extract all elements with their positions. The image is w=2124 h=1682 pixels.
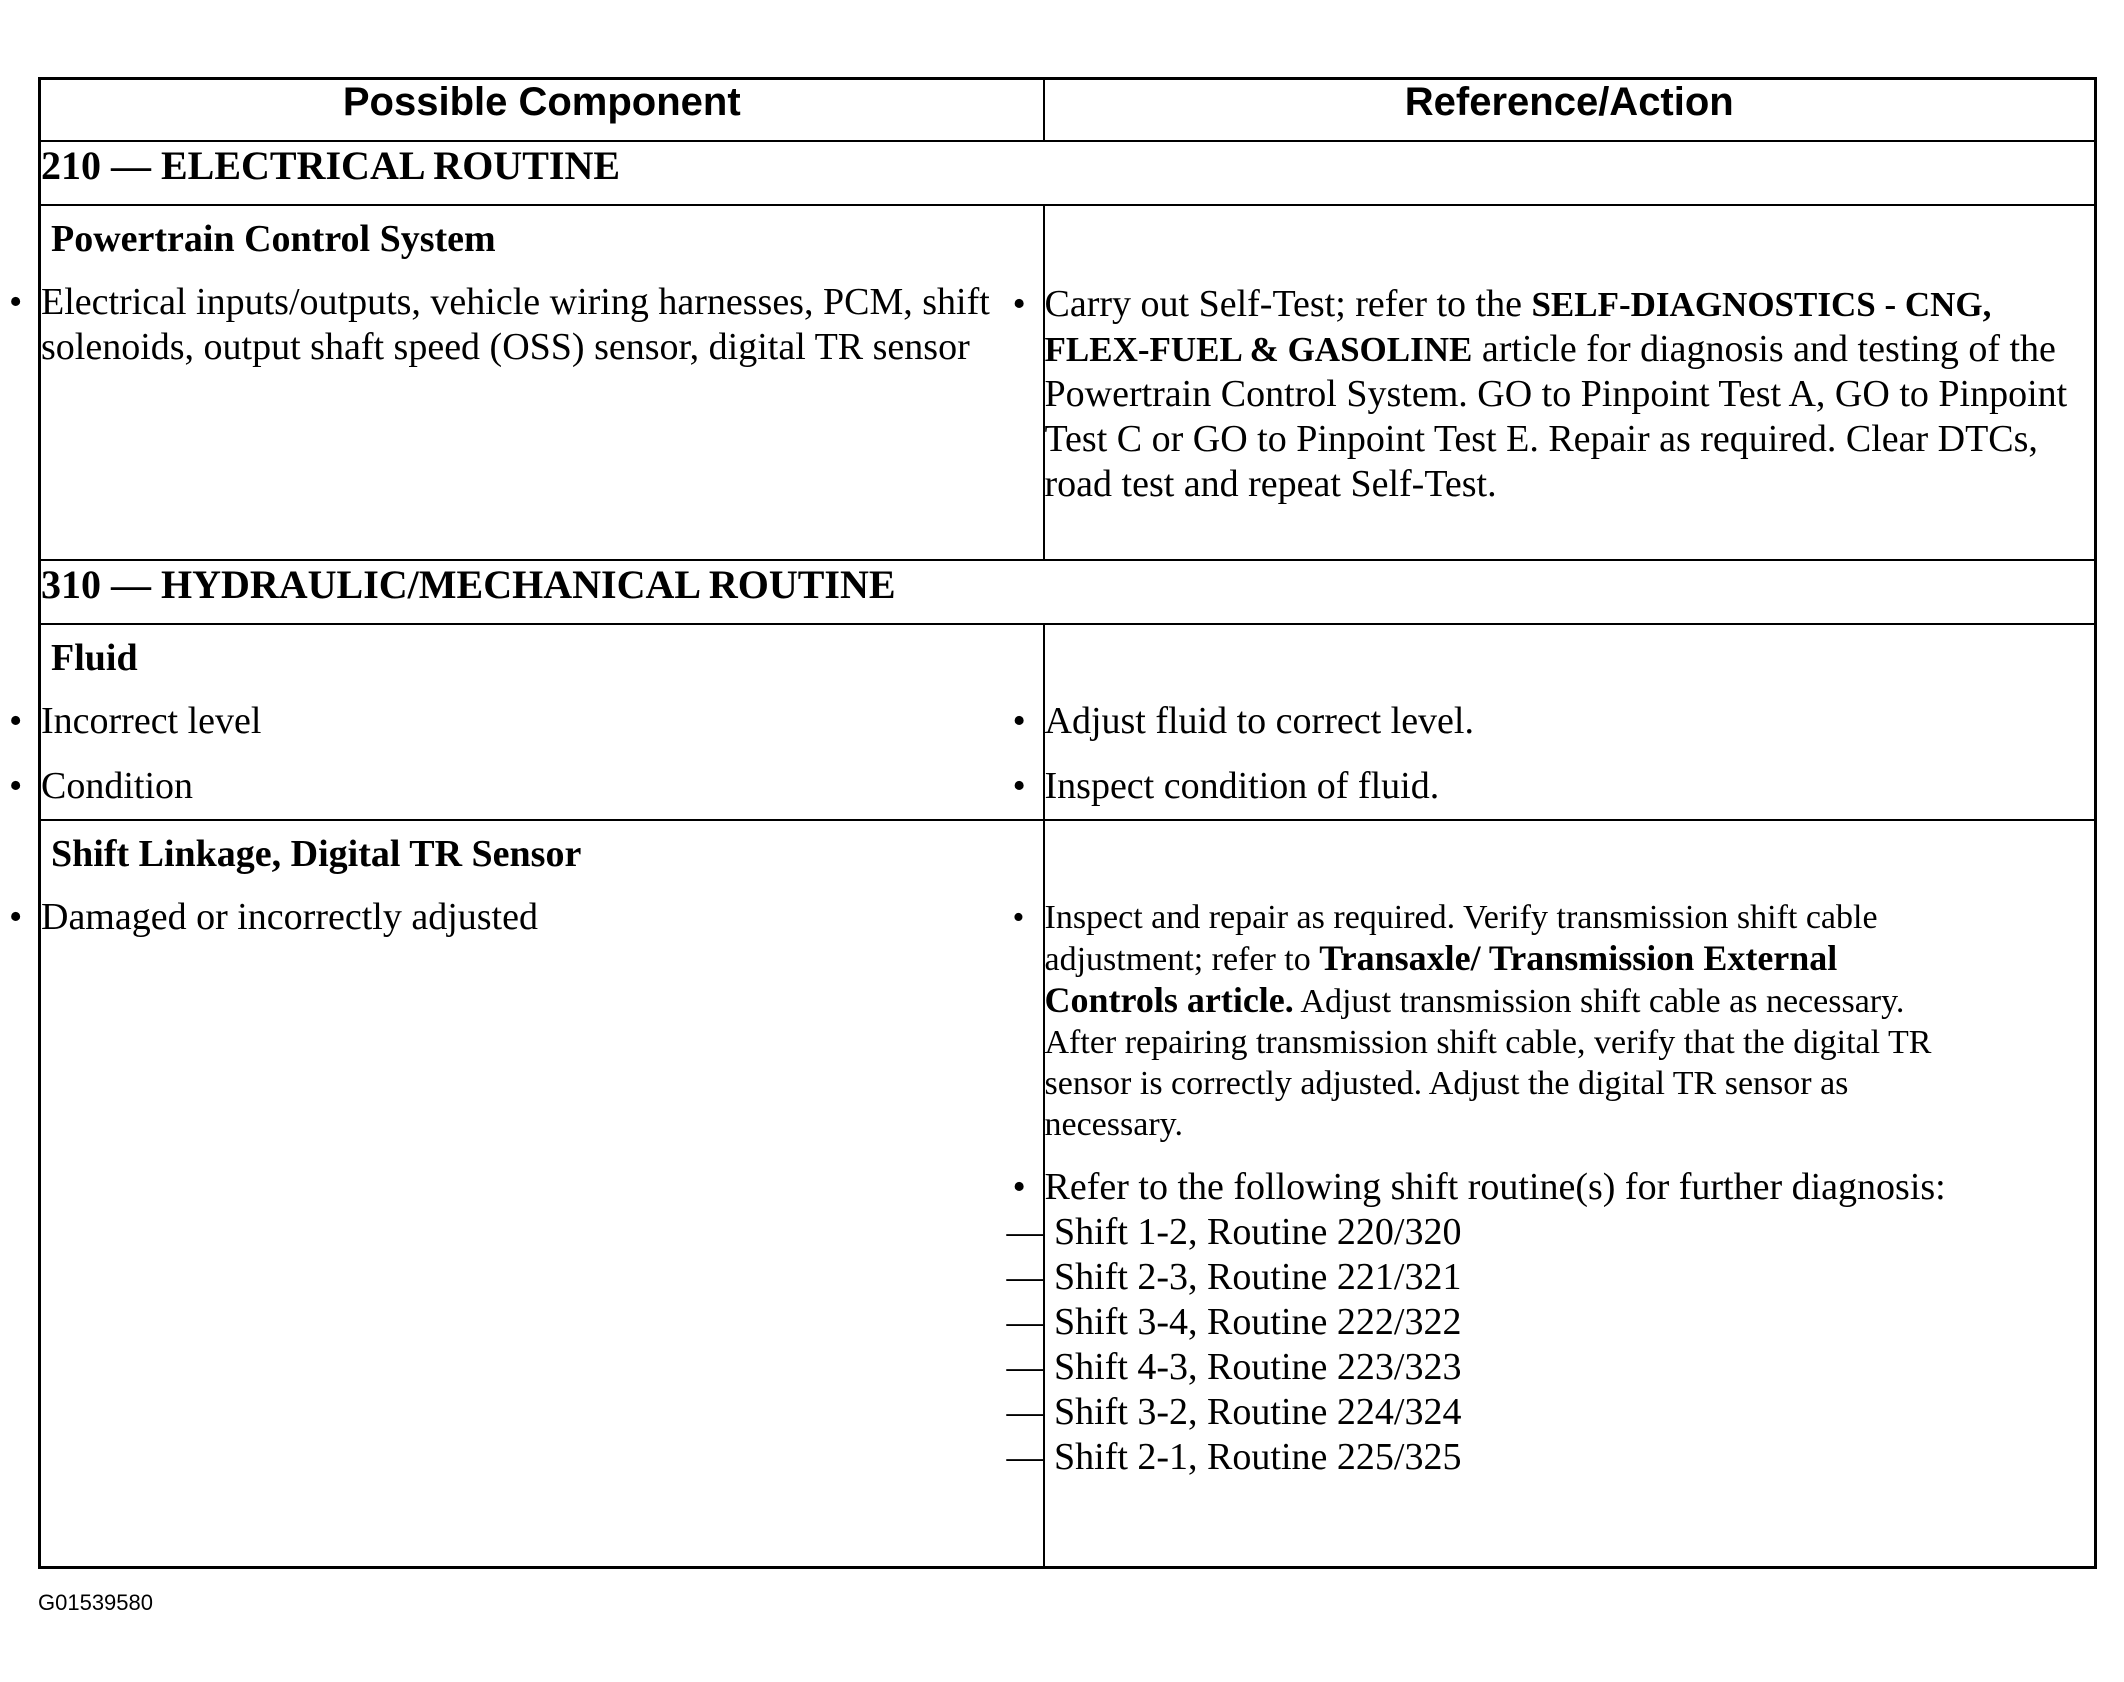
action-text: Refer to the following shift routine(s) for further diagnosis: — [1044, 1166, 1946, 1208]
component-list — [9, 699, 1043, 809]
section-row-210 — [40, 141, 2096, 205]
action-text: article for diagnosis and testing of the Powertrain Control System. GO to Pinpoint Test A, GO to Pinpoint Test C or GO to Pinpoint Test E. Repair as required. Clear DTCs, road test and repeat Self-Test. — [1044, 328, 2068, 505]
article-reference: SELF-DIAGNOSTICS - CNG, FLEX-FUEL & GASOLINE — [1044, 285, 1992, 369]
table-row — [40, 820, 2096, 1568]
list-item: • Adjust fluid to correct level. — [1012, 700, 1474, 742]
routine-item: — Shift 3-2, Routine 224/324 — [1006, 1391, 1462, 1433]
list-item: • Inspect condition of fluid. — [1012, 765, 1440, 807]
list-item: • Inspect and repair as required. Verify transmission shift cable adjustment; refer to Transaxle/ Transmission External Controls article. Adjust transmission shift cable as necessary. After repairing transmission shift cable, verify that the digital TR sensor is correctly adjusted. Adjust the digital TR sensor as necessary. — [1012, 899, 1932, 1143]
action-text: Adjust transmission shift cable as necessary. After repairing transmission shift cable, verify that the digital TR sensor is correctly adjusted. Adjust the digital TR sensor as necessary. — [1044, 983, 1932, 1143]
component-title: Shift Linkage, Digital TR Sensor — [51, 833, 582, 875]
action-cell — [1012, 624, 2096, 820]
routine-item: — Shift 4-3, Routine 223/323 — [1006, 1346, 1462, 1388]
routine-item: — Shift 2-1, Routine 225/325 — [1006, 1436, 1462, 1478]
action-list — [1012, 699, 2095, 809]
section-title-210: 210 — ELECTRICAL ROUTINE — [40, 141, 2096, 205]
action-text: Inspect condition of fluid. — [1044, 765, 1440, 807]
list-item-text: Electrical inputs/outputs, vehicle wiring harnesses, PCM, shift solenoids, output shaft speed (OSS) sensor, digital TR sensor — [41, 281, 990, 368]
list-item: • Electrical inputs/outputs, vehicle wiring harnesses, PCM, shift solenoids, output shaft speed (OSS) sensor, digital TR sensor — [9, 281, 990, 368]
header-possible-component: Possible Component — [40, 79, 1044, 142]
diagnosis-table — [9, 77, 2097, 1569]
action-text: Inspect and repair as required. Verify transmission shift cable adjustment; refer to — [1044, 899, 1878, 978]
article-reference: Transaxle/ Transmission External Controls article. — [1044, 938, 1838, 1020]
routine-item: — Shift 3-4, Routine 222/322 — [1006, 1301, 1462, 1343]
component-cell — [9, 205, 1044, 560]
action-cell — [1006, 820, 2096, 1568]
component-title: Fluid — [51, 637, 138, 679]
action-list — [1006, 897, 2095, 1480]
list-item: • Carry out Self-Test; refer to the SELF-DIAGNOSTICS - CNG, FLEX-FUEL & GASOLINE article for diagnosis and testing of the Powertrain Control System. GO to Pinpoint Test A, GO to Pinpoint Test C or GO to Pinpoint Test E. Repair as required. Clear DTCs, road test and repeat Self-Test. — [1012, 283, 2068, 505]
routine-item: — Shift 1-2, Routine 220/320 — [1006, 1211, 1462, 1253]
list-item-text: Damaged or incorrectly adjusted — [41, 896, 538, 938]
component-title: Powertrain Control System — [51, 218, 496, 260]
list-item: • Refer to the following shift routine(s) for further diagnosis: — Shift 1-2, Routine 220/320 — Shift 2-3, Routine 221/321 — Shift 3-4, Routine 222/322 — Shift 4-3, Routine 223/323 — Shift 3-2, Routine 224/324 — Shift 2-1, Routine 225/325 — [1045, 1165, 1955, 1480]
header-reference-action: Reference/Action — [1044, 79, 2096, 142]
component-cell — [9, 624, 1044, 820]
header-row — [40, 79, 2096, 142]
action-list — [1012, 282, 2095, 507]
routine-list — [1007, 1210, 1955, 1480]
list-item-text: Condition — [41, 765, 194, 807]
figure-id: G01539580 — [38, 1590, 153, 1615]
table-row — [40, 624, 2096, 820]
action-cell — [1012, 205, 2096, 560]
section-title-310: 310 — HYDRAULIC/MECHANICAL ROUTINE — [40, 560, 2096, 624]
component-cell — [9, 820, 1044, 1568]
section-row-310 — [40, 560, 2096, 624]
list-item: • Incorrect level — [9, 700, 262, 742]
action-text: Carry out Self-Test; refer to the — [1044, 283, 1532, 325]
component-list — [9, 280, 1043, 370]
list-item: • Condition — [9, 765, 194, 807]
routine-item: — Shift 2-3, Routine 221/321 — [1006, 1256, 1462, 1298]
table-row — [40, 205, 2096, 560]
component-list — [9, 895, 1043, 940]
action-text: Adjust fluid to correct level. — [1044, 700, 1474, 742]
list-item-text: Incorrect level — [41, 700, 262, 742]
list-item: • Damaged or incorrectly adjusted — [9, 896, 538, 938]
